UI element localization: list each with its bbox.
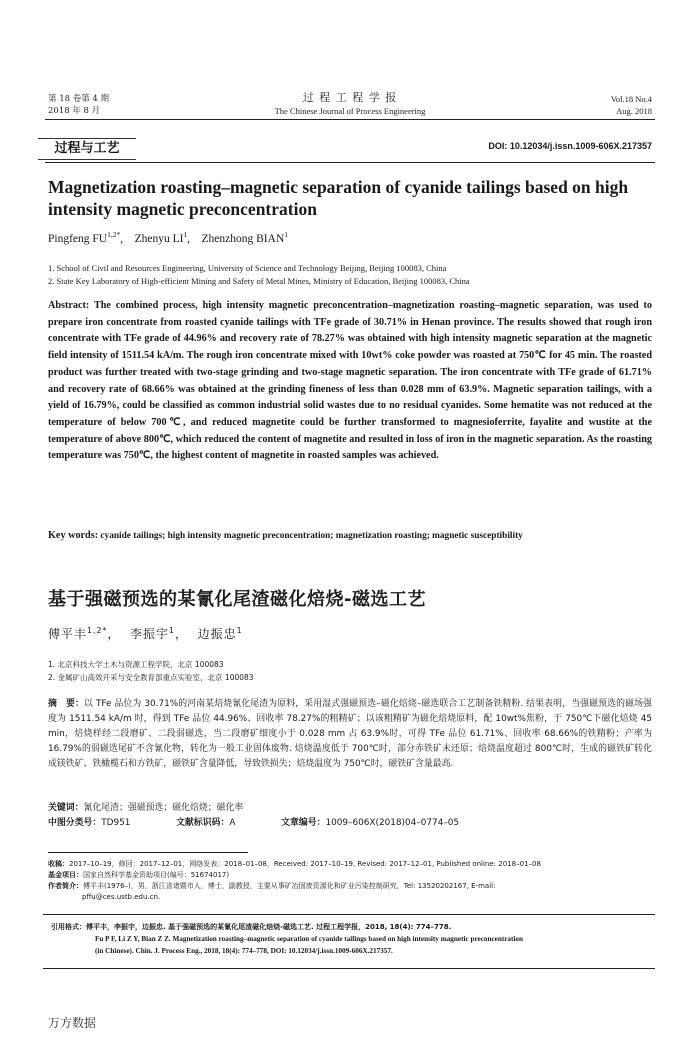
authors-en: Pingfeng $FU^{1,2*}$, Zhenyu $LI^1$, Zhenzhong BIAN$^1$ (48, 230, 288, 245)
date-en: Aug. 2018 (616, 106, 652, 116)
affiliation-en-2: 2. State Key Laboratory of High-efficient Mining and Safety of Metal Mines, Ministry of Education, Beijing 100083, China (48, 276, 470, 286)
date-zh: 2018 年 8 月 (48, 106, 101, 116)
abstract-en-label: Abstract: (48, 300, 90, 311)
footer-watermark: 万方数据 (48, 1016, 97, 1030)
keywords-en-text: cyanide tailings; high intensity magnetic preconcentration; magnetization roasting; magnetic susceptibility (100, 531, 523, 541)
volume-en: Vol.18 No.4 (610, 94, 652, 104)
received-label: 收稿： (48, 860, 69, 868)
article-title-zh: 基于强磁预选的某氰化尾渣磁化焙烧-磁选工艺 (48, 589, 426, 610)
journal-title-zh: 过 程 工 程 学 报 (302, 91, 398, 104)
received-text: 2017–10–19，修回：2017–12–01，网络发表：2018–01–08，Received: 2017–10–19, Revised: 2017–12–01, Published online: 2018–01–08 (69, 860, 541, 868)
affiliation-zh-1: 1. 北京科技大学土木与资源工程学院，北京 100083 (48, 660, 224, 669)
doi-rule (45, 162, 655, 163)
abstract-en (48, 298, 652, 465)
clc-value: TD951 (101, 818, 131, 828)
section-logo-text: 过程与工艺 (54, 141, 120, 156)
footnote-received (48, 859, 658, 869)
author-bio-text: 傅平丰(1976–)，男，浙江省诸暨市人，博士，副教授，主要从事矿冶固废资源化和矿业污染控制研究，Tel: 13520202167, E-mail: (83, 882, 496, 890)
article-no-label: 文章编号： (281, 818, 326, 828)
fund-text: 国家自然科学基金资助项目(编号：51674017) (83, 871, 230, 879)
keywords-zh-text: 氰化尾渣；强磁预选；磁化焙烧；磁化率 (83, 803, 244, 813)
abstract-zh (48, 697, 652, 772)
author-affiliation-mark-zh: 1 (236, 626, 243, 635)
article-title-en: Magnetization roasting–magnetic separation of cyanide tailings based on high intensity magnetic preconcentration (48, 177, 629, 219)
author-affiliation-mark: 1,2* (107, 230, 121, 240)
section-logo (38, 138, 136, 160)
citation-en-line-2: (in Chinese). Chin. J. Process Eng., 2018, 18(4): 774–778, DOI: 10.12034/j.issn.1009-606X.217357. (95, 947, 393, 955)
author-name-zh: 傅平丰 (48, 627, 88, 641)
citation-zh-line (51, 922, 651, 932)
affiliation-zh-2: 2. 金属矿山高效开采与安全教育部重点实验室，北京 100083 (48, 673, 254, 682)
affiliation-en-1: 1. School of Civil and Resources Engineering, University of Science and Technology Beijing, Beijing 100083, China (48, 263, 447, 273)
author-affiliation-mark-zh: 1 (168, 626, 175, 635)
author-name-zh: 李振宇 (129, 627, 169, 641)
citation-en-line-1: Fu P F, Li Z Y, Bian Z Z. Magnetization roasting–magnetic separation of cyanide tailings based on high intensity magnetic preconcentration (95, 935, 524, 943)
classification-line (48, 817, 652, 829)
keywords-zh (48, 802, 652, 814)
footnote-author (48, 881, 658, 891)
footnote-rule (48, 852, 248, 853)
author-name: Zhenyu LI (134, 233, 184, 245)
citation-box (43, 914, 655, 969)
author-affiliation-mark: 1 (284, 230, 288, 240)
citation-label: 引用格式： (51, 923, 86, 931)
fund-label: 基金项目： (48, 871, 83, 879)
keywords-zh-label: 关键词： (48, 803, 84, 813)
abstract-zh-label: 摘 要： (48, 699, 84, 709)
footnote-fund (48, 870, 658, 880)
author-name: Zhenzhong BIAN (201, 233, 285, 245)
journal-title-en: The Chinese Journal of Process Engineering (274, 106, 426, 116)
abstract-en-text: The combined process, high intensity magnetic preconcentration–magnetization roasting–magnetic separation, was used to prepare iron concentrate from roasted cyanide tailings with TFe grade of 30.71% in Henan province. The results showed that rough iron concentrate with TFe grade of 44.96% and recovery rate of 78.27% was obtained with high intensity magnetic separation at the magnetic field intensity of 1511.54 kA/m. The rough iron concentrate mixed with 10wt% coke powder was roasted at 750℃ for 45 min. The roasted product was further treated with two-stage grinding and two-stage magnetic separation. The iron concentrate with TFe grade of 61.71% and recovery rate of 68.66% was obtained at the grinding fineness of less than 0.028 mm of 63.9%. Magnetic separation tailings, with a yield of 16.79%, could be classified as common industrial solid wastes due to no residual cyanides. Some hematite was not reduced at the temperature of below 700℃, and reduced magnetite could be further transformed to magnesioferrite, fayalite and wustite at the temperature of above 800℃, which reduced the content of magnetite and resulted in loss of iron in the magnetic separation. As the roasting temperature was 750℃, the highest content of magnetite in roasted samples was achieved. (48, 300, 652, 462)
doc-code-value: A (229, 818, 236, 828)
author-affiliation-mark: 1 (183, 230, 188, 240)
authors-zh: 傅平丰$^{1,2*}$， 李振宇$^1$， 边振忠$^1$ (48, 626, 243, 641)
author-name-zh: 边振忠 (197, 627, 237, 641)
keywords-en (48, 529, 658, 543)
citation-zh: 傅平丰，李振宇，边振忠. 基于强磁预选的某氰化尾渣磁化焙烧-磁选工艺. 过程工程学报，2018, 18(4): 774–778. (86, 923, 452, 931)
author-email[interactable]: pffu@ces.ustb.edu.cn. (82, 893, 161, 901)
doc-code-label: 文献标识码： (176, 818, 230, 828)
abstract-zh-text: 以 TFe 品位为 30.71%的河南某焙烧氰化尾渣为原料，采用湿式强磁预选–磁化焙烧–磁选联合工艺制备铁精粉. 结果表明，当强磁预选的磁场强度为 1511.54 kA/m 时，得到 TFe 品位 44.96%、回收率 78.27%的粗精矿；以该粗精矿为磁化焙烧原料，配 10wt%焦粉，于 750℃下磁化焙烧 45 min，焙烧样经二段磨矿、二段弱磁选，当二段磨矿细度小于 0.028 mm 占 63.9%时，可得 TFe 品位 61.71%、回收率 68.66%的铁精粉；产率为 16.79%的弱磁选尾矿不含氰化物，转化为一般工业固体废物. 焙烧温度低于 700℃时，部分赤铁矿未还原；焙烧温度超过 800℃时，生成的磁铁矿转化成镁铁矿、铁橄榄石和方铁矿，磁铁矿含量降低，导致铁损失；焙烧温度为 750℃时，磁铁矿含量最高. (48, 699, 652, 769)
volume-zh: 第 18 卷第 4 期 (48, 94, 110, 104)
clc-label: 中图分类号： (48, 818, 102, 828)
header-rule (45, 119, 655, 120)
author-name: Pingfeng FU (48, 233, 108, 245)
doi[interactable]: DOI: 10.12034/j.issn.1009-606X.217357 (488, 141, 652, 151)
author-affiliation-mark-zh: 1,2* (87, 626, 108, 635)
keywords-en-label: Key words: (48, 530, 99, 541)
author-bio-label: 作者简介： (48, 882, 83, 890)
article-no-value: 1009–606X(2018)04–0774–05 (325, 818, 460, 828)
